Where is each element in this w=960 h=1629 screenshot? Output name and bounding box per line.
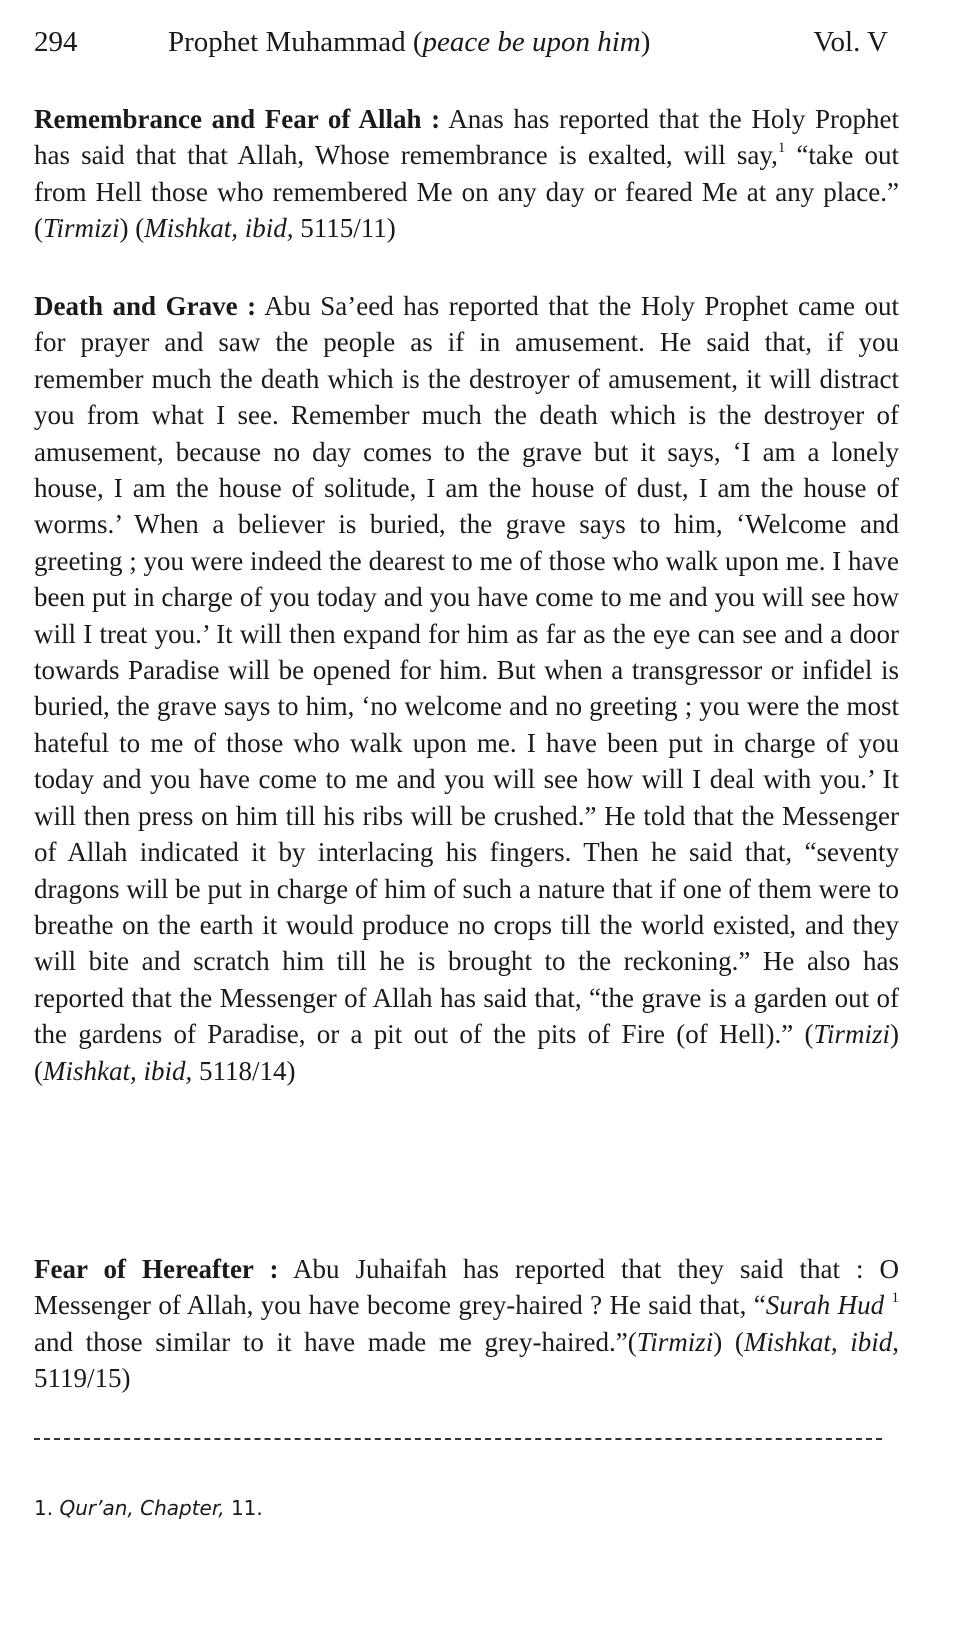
citation: Tirmizi	[813, 1019, 890, 1050]
volume-label: Vol. V	[813, 26, 888, 58]
citation: Mishkat, ibid,	[43, 1055, 193, 1086]
page-number: 294	[34, 26, 78, 58]
footnote-ref: 1	[891, 1290, 899, 1307]
citation: Mishkat, ibid,	[743, 1326, 899, 1357]
title-suffix: )	[640, 26, 651, 58]
section-heading: Fear of Hereafter :	[34, 1254, 279, 1284]
section-fear-of-hereafter	[34, 1251, 899, 1397]
section-text: “take out from Hell those who remembered Me on any day or feared Me at any place.” (	[34, 140, 899, 244]
citation: Tirmizi	[636, 1326, 714, 1357]
citation: Tirmizi	[43, 213, 120, 244]
section-text: ) (	[34, 1019, 899, 1086]
section-remembrance	[34, 101, 899, 247]
section-heading: Remembrance and Fear of Allah :	[34, 104, 441, 134]
section-heading: Death and Grave :	[34, 291, 257, 321]
footnote-ref: 1	[777, 140, 786, 157]
footnote-number: 1.	[34, 1496, 54, 1520]
title-honorific: peace be upon him	[422, 26, 641, 58]
citation: Mishkat, ibid,	[144, 213, 294, 244]
section-death-and-grave	[34, 288, 899, 1089]
footnote-source: Qur’an, Chapter,	[59, 1496, 225, 1520]
section-text: ) (	[119, 213, 145, 244]
section-text: Anas has reported that the Holy Prophet has said that that Allah, Whose remembrance is exalted, will say,	[34, 104, 899, 171]
section-text: 5118/14)	[192, 1055, 296, 1086]
section-text: and those similar to it have made me grey-haired.”(	[34, 1326, 637, 1357]
section-text: 5119/15)	[34, 1363, 131, 1394]
surah-name: Surah Hud	[765, 1290, 885, 1321]
footnote	[34, 1494, 263, 1522]
section-text: Abu Sa’eed has reported that the Holy Prophet came out for prayer and saw the people as if in amusement. He said that, if you remember much the death which is the destroyer of amusement, it will distract you from what I see. Remember much the death which is the destroyer of amusement, because no day comes to the grave but it says, ‘I am a lonely house, I am the house of solitude, I am the house of dust, I am the house of worms.’ When a believer is buried, the grave says to him, ‘Welcome and greeting ; you were indeed the dearest to me of those who walk upon me. I have been put in charge of you today and you have come to me and you will see how will I treat you.’ It will then expand for him as far as the eye can see and a door towards Paradise will be opened for him. But when a transgressor or infidel is buried, the grave says to him, ‘no welcome and no greeting ; you were the most hateful to me of those who walk upon me. I have been put in charge of you today and you have come to me and you will see how will I deal with you.’ It will then press on him till his ribs will be crushed.” He told that the Messenger of Allah indicated it by interlacing his fingers. Then he said that, “seventy dragons will be put in charge of him of such a nature that if one of them were to breathe on the earth it would produce no crops till the world existed, and they will bite and scratch him till he is brought to the reckoning.” He also has reported that the Messenger of Allah has said that, “the grave is a garden out of the gardens of Paradise, or a pit out of the pits of Fire (of Hell).” (	[34, 291, 899, 1050]
section-text: ) (	[713, 1326, 744, 1357]
footnote-divider	[34, 1438, 882, 1440]
section-text: Abu Juhaifah has reported that they said that : O Messenger of Allah, you have become grey-haired ? He said that, “	[34, 1254, 899, 1321]
footnote-detail: 11.	[224, 1496, 263, 1520]
running-title	[168, 22, 650, 62]
page-header	[34, 22, 896, 62]
title-prefix: Prophet Muhammad (	[168, 26, 423, 58]
section-text: 5115/11)	[293, 213, 396, 244]
